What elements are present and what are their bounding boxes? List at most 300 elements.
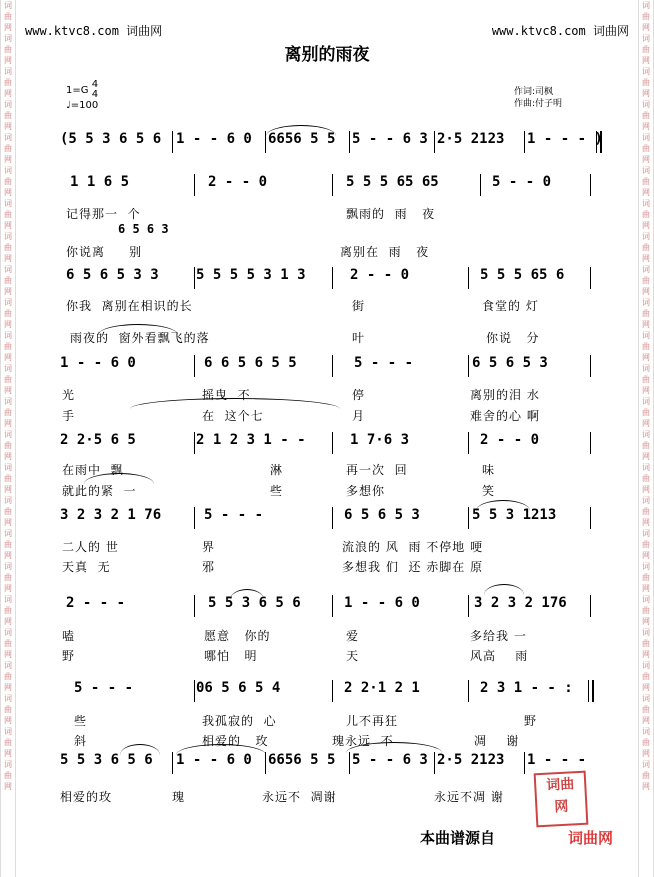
watermark-glyph: 网 (642, 155, 650, 164)
barline (480, 174, 481, 196)
watermark-glyph: 曲 (4, 540, 12, 549)
watermark-glyph: 网 (642, 551, 650, 560)
watermark-glyph: 词 (4, 628, 12, 637)
watermark-site: www.ktvc8.com (491, 24, 586, 38)
lyric: 儿不再狂 (346, 714, 399, 728)
lyric: 笑 (482, 484, 496, 498)
watermark-glyph: 网 (4, 221, 12, 230)
lyric: 野 (62, 649, 76, 663)
watermark-glyph: 词 (642, 562, 650, 571)
watermark-glyph: 曲 (642, 738, 650, 747)
lyric: 再一次 回 (346, 463, 408, 477)
watermark-glyph: 网 (642, 749, 650, 758)
watermark-glyph: 网 (642, 254, 650, 263)
footer-brand[interactable]: 词曲网 (568, 829, 614, 847)
watermark-glyph: 词 (642, 463, 650, 472)
watermark-glyph: 词 (642, 166, 650, 175)
watermark-glyph: 曲 (4, 375, 12, 384)
slur-arc (130, 398, 340, 409)
lyric: 就此的紧 一 (62, 484, 137, 498)
watermark-glyph: 曲 (4, 177, 12, 186)
measure: 2 - - 0 (350, 267, 410, 283)
lyric: 多给我 一 (470, 629, 527, 643)
measure: 6 5 6 5 3 3 (66, 267, 159, 283)
lyric: 多想你 (346, 484, 386, 498)
watermark-glyph: 词 (4, 496, 12, 505)
barline (590, 267, 591, 289)
watermark-glyph: 词 (4, 199, 12, 208)
watermark-glyph: 网 (4, 56, 12, 65)
watermark-glyph: 网 (4, 89, 12, 98)
watermark-glyph: 曲 (4, 573, 12, 582)
watermark-name: 词曲网 (126, 24, 163, 38)
watermark-glyph: 网 (642, 122, 650, 131)
measure: 5 - - - (204, 507, 264, 523)
lyric: 二人的 世 (62, 540, 119, 554)
watermark-glyph: 曲 (4, 441, 12, 450)
watermark-glyph: 网 (642, 584, 650, 593)
measure: 1 - - 6 0 (344, 595, 420, 611)
watermark-glyph: 网 (4, 386, 12, 395)
lyric: 野 (524, 714, 538, 728)
key: 1=G (66, 85, 89, 96)
measure: 06 5 6 5 4 (196, 680, 281, 696)
watermark-glyph: 曲 (4, 738, 12, 747)
watermark-glyph: 词 (642, 727, 650, 736)
watermark-glyph: 曲 (642, 78, 650, 87)
watermark-glyph: 曲 (642, 507, 650, 516)
lyric: 天 (346, 649, 360, 663)
watermark-glyph: 曲 (642, 375, 650, 384)
barline (349, 752, 350, 774)
watermark-glyph: 词 (4, 1, 12, 10)
repeat-barline (588, 680, 594, 702)
barline (194, 267, 195, 289)
lyric: 难舍的心 啊 (470, 409, 540, 423)
watermark-glyph: 词 (4, 298, 12, 307)
barline (468, 680, 469, 702)
barline (468, 432, 469, 454)
measure: 2·5 2123 (437, 131, 505, 147)
key-signature (66, 80, 98, 111)
lyric: 凋 谢 (474, 734, 520, 748)
seal-line: 词曲 (545, 776, 575, 794)
right-watermark-strip (638, 0, 654, 877)
watermark-glyph: 网 (4, 683, 12, 692)
measure: 1 - - - ) (527, 131, 603, 147)
watermark-glyph: 词 (642, 100, 650, 109)
watermark-glyph: 网 (4, 749, 12, 758)
slur-arc (484, 584, 524, 595)
watermark-glyph: 词 (4, 760, 12, 769)
lyric: 嗑 (62, 629, 76, 643)
measure: 2 2·1 2 1 (344, 680, 420, 696)
barline (332, 595, 333, 617)
watermark-glyph: 曲 (642, 639, 650, 648)
lyric: 光 (62, 388, 76, 402)
watermark-glyph: 词 (642, 265, 650, 274)
watermark-glyph: 曲 (642, 177, 650, 186)
barline (434, 131, 435, 153)
watermark-glyph: 网 (642, 782, 650, 791)
score-line-9 (60, 752, 600, 774)
barline (524, 752, 525, 774)
watermark-glyph: 网 (642, 716, 650, 725)
lyric: 飘雨的 雨 夜 (346, 207, 436, 221)
watermark-glyph: 词 (4, 232, 12, 241)
watermark-glyph: 曲 (642, 12, 650, 21)
measure: 1 - - 6 0 (176, 131, 252, 147)
tie-arc (230, 589, 264, 600)
watermark-glyph: 曲 (642, 540, 650, 549)
time-numerator: 4 (91, 79, 99, 90)
lyric: 愿意 你的 (204, 629, 271, 643)
measure: 5 - - - (354, 355, 414, 371)
measure: 6 6 5 6 5 5 (204, 355, 297, 371)
score-line-5 (60, 432, 600, 454)
barline (194, 595, 195, 617)
watermark-glyph: 网 (642, 683, 650, 692)
barline (332, 174, 333, 196)
watermark-glyph: 网 (4, 287, 12, 296)
lyric: 叶 (352, 331, 366, 345)
measure: 1 7·6 3 (350, 432, 410, 448)
watermark-glyph: 词 (4, 34, 12, 43)
watermark-glyph: 网 (4, 188, 12, 197)
watermark-glyph: 网 (4, 353, 12, 362)
watermark-glyph: 网 (642, 452, 650, 461)
barline (194, 174, 195, 196)
measure: 3 2 3 2 176 (474, 595, 567, 611)
watermark-glyph: 曲 (642, 45, 650, 54)
watermark-glyph: 词 (4, 661, 12, 670)
watermark-glyph: 词 (642, 760, 650, 769)
watermark-glyph: 网 (642, 518, 650, 527)
tempo: ♩=100 (66, 100, 99, 111)
score-line-8 (60, 680, 600, 702)
barline (590, 355, 591, 377)
watermark-glyph: 曲 (4, 771, 12, 780)
barline (590, 174, 591, 196)
watermark-glyph: 词 (642, 133, 650, 142)
barline (332, 507, 333, 529)
watermark-glyph: 曲 (4, 111, 12, 120)
watermark-glyph: 网 (642, 419, 650, 428)
measure: 6656 5 5 (268, 131, 336, 147)
score-line-7 (60, 595, 600, 617)
score-line-4 (60, 355, 600, 377)
watermark-glyph: 词 (642, 364, 650, 373)
measure: 6 5 6 5 3 (472, 355, 548, 371)
lyric: 邪 (202, 560, 216, 574)
watermark-glyph: 网 (642, 320, 650, 329)
watermark-glyph: 网 (642, 56, 650, 65)
lyric: 爱 (346, 629, 360, 643)
watermark-glyph: 词 (4, 265, 12, 274)
watermark-name: 词曲网 (592, 24, 629, 38)
barline (194, 355, 195, 377)
barline (332, 680, 333, 702)
measure: 6656 5 5 (268, 752, 336, 768)
watermark-glyph: 曲 (642, 144, 650, 153)
watermark-glyph: 词 (4, 331, 12, 340)
lyric: 淋 (270, 463, 284, 477)
lyric: 味 (482, 463, 496, 477)
watermark-glyph: 网 (642, 221, 650, 230)
watermark-glyph: 词 (642, 496, 650, 505)
barline (194, 507, 195, 529)
measure: 5 5 5 5 3 1 3 (196, 267, 306, 283)
watermark-glyph: 网 (4, 320, 12, 329)
watermark-glyph: 词 (642, 34, 650, 43)
watermark-glyph: 词 (4, 727, 12, 736)
watermark-glyph: 词 (642, 661, 650, 670)
barline (172, 752, 173, 774)
barline (332, 267, 333, 289)
watermark-glyph: 曲 (4, 474, 12, 483)
watermark-glyph: 词 (4, 595, 12, 604)
watermark-glyph: 曲 (642, 309, 650, 318)
pickup-notes: 6 5 6 3 (118, 222, 169, 236)
watermark-glyph: 词 (642, 1, 650, 10)
watermark-glyph: 曲 (4, 243, 12, 252)
watermark-glyph: 曲 (4, 342, 12, 351)
measure: 5 - - - (74, 680, 134, 696)
measure: 5 5 3 1213 (472, 507, 557, 523)
watermark-glyph: 词 (642, 595, 650, 604)
watermark-glyph: 网 (642, 23, 650, 32)
watermark-glyph: 曲 (4, 507, 12, 516)
lyricist: 作词:司枫 (514, 87, 554, 97)
measure: 5 5 3 6 5 6 (60, 752, 153, 768)
watermark-glyph: 曲 (642, 408, 650, 417)
watermark-glyph: 曲 (4, 78, 12, 87)
watermark-glyph: 网 (4, 23, 12, 32)
watermark-glyph: 曲 (642, 342, 650, 351)
watermark-glyph: 词 (4, 100, 12, 109)
lyric: 你说离 别 (66, 245, 143, 259)
watermark-glyph: 曲 (4, 639, 12, 648)
watermark-site: www.ktvc8.com (25, 24, 119, 38)
seal-stamp (534, 771, 589, 828)
watermark-glyph: 词 (642, 298, 650, 307)
watermark-glyph: 网 (642, 650, 650, 659)
watermark-glyph: 词 (4, 166, 12, 175)
watermark-glyph: 网 (642, 485, 650, 494)
time-denominator: 4 (91, 89, 99, 100)
lyric: 相爱的 玫 (202, 734, 269, 748)
watermark-glyph: 词 (642, 67, 650, 76)
watermark-glyph: 词 (642, 397, 650, 406)
watermark-glyph: 曲 (642, 276, 650, 285)
measure: 1 - - 6 0 (176, 752, 252, 768)
watermark-glyph: 网 (4, 452, 12, 461)
watermark-glyph: 曲 (642, 111, 650, 120)
barline (468, 507, 469, 529)
credits (514, 86, 562, 110)
lyric: 离别在 雨 夜 (340, 245, 430, 259)
lyric: 瑰永远 不 (332, 734, 394, 748)
watermark-glyph: 曲 (642, 705, 650, 714)
measure: 2 1 2 3 1 - - (196, 432, 306, 448)
measure: 1 - - 6 0 (60, 355, 136, 371)
watermark-glyph: 网 (4, 518, 12, 527)
watermark-glyph: 网 (4, 419, 12, 428)
watermark-glyph: 网 (4, 122, 12, 131)
watermark-glyph: 词 (4, 430, 12, 439)
watermark-glyph: 词 (4, 133, 12, 142)
watermark-glyph: 网 (4, 155, 12, 164)
slur-arc (476, 500, 530, 511)
measure: 1 - - - (527, 752, 587, 768)
measure: 5 - - 6 3 (352, 131, 428, 147)
watermark-glyph: 曲 (4, 606, 12, 615)
song-title: 离别的雨夜 (284, 45, 370, 65)
measure: 2 - - - (66, 595, 126, 611)
lyric: 雨夜的 窗外看飘飞的落 (70, 331, 210, 345)
lyric: 记得那一 个 (66, 207, 141, 221)
measure: 2 2·5 6 5 (60, 432, 136, 448)
measure: 3 2 3 2 1 76 (60, 507, 162, 523)
composer: 作曲:付子明 (514, 99, 563, 109)
header-watermark-right (492, 22, 629, 39)
lyric: 你我 离别在相识的长 (66, 299, 193, 313)
watermark-glyph: 曲 (4, 309, 12, 318)
final-barline (596, 131, 602, 153)
measure: 2·5 2123 (437, 752, 505, 768)
watermark-glyph: 曲 (642, 243, 650, 252)
watermark-glyph: 曲 (642, 210, 650, 219)
barline (468, 595, 469, 617)
barline (265, 752, 266, 774)
lyric: 永远不凋 谢 (434, 790, 504, 804)
watermark-glyph: 词 (4, 397, 12, 406)
measure: 1 1 6 5 (70, 174, 130, 190)
measure: 5 5 5 65 6 (480, 267, 565, 283)
lyric: 天真 无 (62, 560, 111, 574)
lyric: 些 (270, 484, 284, 498)
watermark-glyph: 网 (642, 617, 650, 626)
watermark-glyph: 曲 (642, 441, 650, 450)
lyric: 永远不 凋谢 (262, 790, 337, 804)
measure: 5 5 5 65 65 (346, 174, 439, 190)
footer-source-label: 本曲谱源自 (420, 829, 496, 847)
watermark-glyph: 网 (642, 287, 650, 296)
watermark-glyph: 网 (4, 254, 12, 263)
barline (590, 432, 591, 454)
tie-arc (266, 125, 336, 136)
barline (590, 507, 591, 529)
watermark-glyph: 词 (642, 199, 650, 208)
lyric: 相爱的玫 (60, 790, 113, 804)
watermark-glyph: 词 (4, 463, 12, 472)
barline (434, 752, 435, 774)
watermark-glyph: 词 (4, 529, 12, 538)
watermark-glyph: 词 (642, 529, 650, 538)
lyric: 斜 (74, 734, 88, 748)
watermark-glyph: 词 (642, 628, 650, 637)
watermark-glyph: 网 (4, 650, 12, 659)
lyric: 哪怕 明 (204, 649, 258, 663)
measure: 2 - - 0 (480, 432, 540, 448)
header-watermark-left (25, 22, 162, 39)
lyric: 手 (62, 409, 76, 423)
slur-arc (98, 324, 178, 335)
lyric: 多想我 们 还 赤脚在 原 (342, 560, 484, 574)
lyric: 在 这个七 (202, 409, 264, 423)
watermark-glyph: 网 (4, 782, 12, 791)
lyric: 月 (352, 409, 366, 423)
lyric: 街 (352, 299, 366, 313)
watermark-glyph: 曲 (4, 672, 12, 681)
watermark-glyph: 词 (642, 430, 650, 439)
watermark-glyph: 网 (642, 386, 650, 395)
watermark-glyph: 曲 (4, 45, 12, 54)
watermark-glyph: 网 (4, 617, 12, 626)
watermark-glyph: 词 (4, 67, 12, 76)
seal-line: 网 (554, 798, 569, 816)
watermark-glyph: 曲 (642, 672, 650, 681)
lyric: 在雨中 飘 (62, 463, 124, 477)
lyric: 你说 分 (486, 331, 540, 345)
watermark-glyph: 网 (642, 89, 650, 98)
left-watermark-strip (0, 0, 16, 877)
barline (332, 432, 333, 454)
measure: 6 5 6 5 3 (344, 507, 420, 523)
watermark-glyph: 词 (4, 562, 12, 571)
lyric: 流浪的 风 雨 不停地 哽 (342, 540, 484, 554)
barline (194, 432, 195, 454)
barline (524, 131, 525, 153)
lyric: 停 (352, 388, 366, 402)
barline (172, 131, 173, 153)
barline (468, 355, 469, 377)
measure: 5 - - 6 3 (352, 752, 428, 768)
watermark-glyph: 词 (4, 364, 12, 373)
measure: 2 3 1 - - : (480, 680, 573, 696)
barline (332, 355, 333, 377)
watermark-glyph: 网 (4, 716, 12, 725)
watermark-glyph: 网 (642, 353, 650, 362)
lyric: 摇曳 不 (202, 388, 251, 402)
watermark-glyph: 词 (642, 694, 650, 703)
watermark-glyph: 曲 (4, 144, 12, 153)
measure: 5 - - 0 (492, 174, 552, 190)
measure: (5 5 3 6 5 6 (60, 131, 162, 147)
barline (590, 595, 591, 617)
watermark-glyph: 网 (642, 188, 650, 197)
watermark-glyph: 词 (642, 232, 650, 241)
watermark-glyph: 曲 (4, 408, 12, 417)
measure: 5 5 3 6 5 6 (208, 595, 301, 611)
barline (468, 267, 469, 289)
watermark-glyph: 曲 (4, 210, 12, 219)
watermark-glyph: 曲 (642, 606, 650, 615)
watermark-glyph: 曲 (642, 573, 650, 582)
watermark-glyph: 网 (4, 551, 12, 560)
barline (349, 131, 350, 153)
lyric: 瑰 (172, 790, 186, 804)
lyric: 离别的泪 水 (470, 388, 540, 402)
score-line-2 (60, 174, 600, 196)
lyric: 些 (74, 714, 88, 728)
watermark-glyph: 网 (4, 485, 12, 494)
lyric: 我孤寂的 心 (202, 714, 277, 728)
watermark-glyph: 曲 (642, 474, 650, 483)
watermark-glyph: 曲 (4, 12, 12, 21)
watermark-glyph: 曲 (4, 276, 12, 285)
watermark-glyph: 曲 (642, 771, 650, 780)
